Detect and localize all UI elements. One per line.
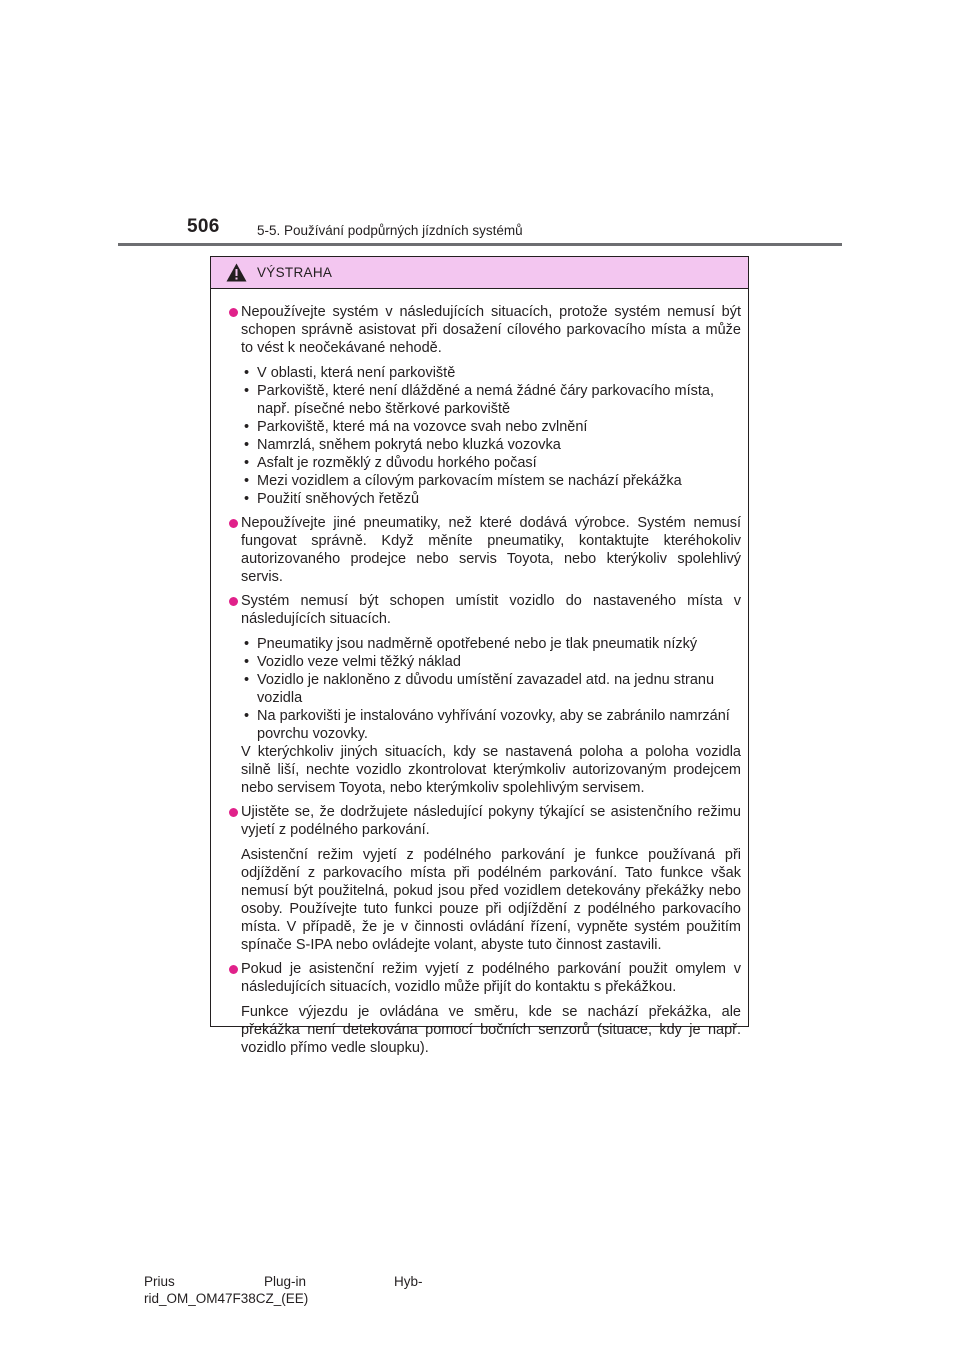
footer-line-2: rid_OM_OM47F38CZ_(EE) <box>144 1291 309 1306</box>
sub-list-item: • Vozidlo veze velmi těžký náklad <box>241 653 741 671</box>
warning-item-note: Asistenční režim vyjetí z podélného parkování je funkce používaná při odjíždění z parkovacího místa při podélném parkování. Tato funkce však nemusí být použitelná, pokud jsou před vozidlem detekovány překážky nebo osoby. Používejte tuto funkci pouze při odjíždění z podélného parkovacího místa. V případě, že je v činnosti ovládání řízení, vypněte systém použitím spínače S-IPA nebo ovládejte volant, abyste tuto činnost zastavili. <box>241 847 741 953</box>
bullet-dot-icon <box>229 597 238 606</box>
warning-header <box>211 257 748 289</box>
warning-triangle-icon <box>226 263 247 282</box>
sub-list <box>241 635 741 743</box>
sub-list-item: • Namrzlá, sněhem pokrytá nebo kluzká vozovka <box>241 436 741 454</box>
sub-list-item: • Asfalt je rozměklý z důvodu horkého počasí <box>241 454 741 472</box>
warning-item <box>229 592 741 797</box>
warning-item-note: Funkce výjezdu je ovládána ve směru, kde se nachází překážka, ale překážka není detekována pomocí bočních senzorů (situace, kdy je např. vozidlo přímo vedle sloupku). <box>241 1004 741 1056</box>
warning-item-text: Nepoužívejte jiné pneumatiky, než které dodává výrobce. Systém nemusí fungovat správně. Když měníte pneumatiky, kontaktujte kteréhokoliv autorizovaného prodejce nebo servis Toyota, nebo kterýkoliv spolehlivý servis. <box>241 515 741 585</box>
sub-list-item: • Použití sněhových řetězů <box>241 490 741 508</box>
page-number: 506 <box>187 216 220 237</box>
warning-body <box>211 289 748 1057</box>
warning-box <box>210 256 749 1056</box>
bullet-dot-icon <box>229 808 238 817</box>
footer-variant: Plug-in <box>264 1274 307 1289</box>
warning-item <box>229 514 741 586</box>
warning-item-text: Pokud je asistenční režim vyjetí z podélného parkování použit omylem v následujících situacích, vozidlo může přijít do kontaktu s překážkou. <box>241 961 741 995</box>
footer-document-id <box>144 1273 444 1307</box>
bullet-dot-icon <box>229 519 238 528</box>
footer-type: Hyb- <box>394 1274 423 1289</box>
warning-title: VÝSTRAHA <box>257 265 333 280</box>
warning-item-text: Ujistěte se, že dodržujete následující pokyny týkající se asistenčního režimu vyjetí z podélného parkování. <box>241 804 741 838</box>
bullet-dot-icon <box>229 965 238 974</box>
warning-item-note: V kterýchkoliv jiných situacích, kdy se nastavená poloha a poloha vozidla silně liší, nechte vozidlo zkontrolovat kterýmkoliv autorizovaným prodejcem nebo servisem Toyota, nebo kterýmkoliv spolehlivým servisem. <box>241 744 741 796</box>
warning-item <box>229 960 741 1057</box>
sub-list-item: • Pneumatiky jsou nadměrně opotřebené nebo je tlak pneumatik nízký <box>241 635 741 653</box>
sub-list-item: • Parkoviště, které má na vozovce svah nebo zvlnění <box>241 418 741 436</box>
sub-list-item: • Vozidlo je nakloněno z důvodu umístění zavazadel atd. na jednu stranu vozidla <box>241 671 741 707</box>
bullet-dot-icon <box>229 308 238 317</box>
sub-list <box>241 364 741 508</box>
sub-list-item: • Mezi vozidlem a cílovým parkovacím místem se nachází překážka <box>241 472 741 490</box>
header-divider <box>118 243 842 246</box>
warning-item-text: Systém nemusí být schopen umístit vozidlo do nastaveného místa v následujících situacích. <box>241 593 741 627</box>
warning-item-text: Nepoužívejte systém v následujících situacích, protože systém nemusí být schopen správně asistovat při dosažení cílového parkovacího místa a může to vést k neočekávané nehodě. <box>241 304 741 356</box>
footer-model: Prius <box>144 1274 175 1289</box>
footer-line-1 <box>144 1273 444 1290</box>
sub-list-item: • Parkoviště, které není dlážděné a nemá žádné čáry parkovacího místa, např. písečné nebo štěrkové parkoviště <box>241 382 741 418</box>
warning-item <box>229 303 741 508</box>
sub-list-item: • Na parkovišti je instalováno vyhřívání vozovky, aby se zabránilo namrzání povrchu vozovky. <box>241 707 741 743</box>
section-title: 5-5. Používání podpůrných jízdních systémů <box>257 223 523 238</box>
sub-list-item: • V oblasti, která není parkoviště <box>241 364 741 382</box>
warning-item <box>229 803 741 954</box>
